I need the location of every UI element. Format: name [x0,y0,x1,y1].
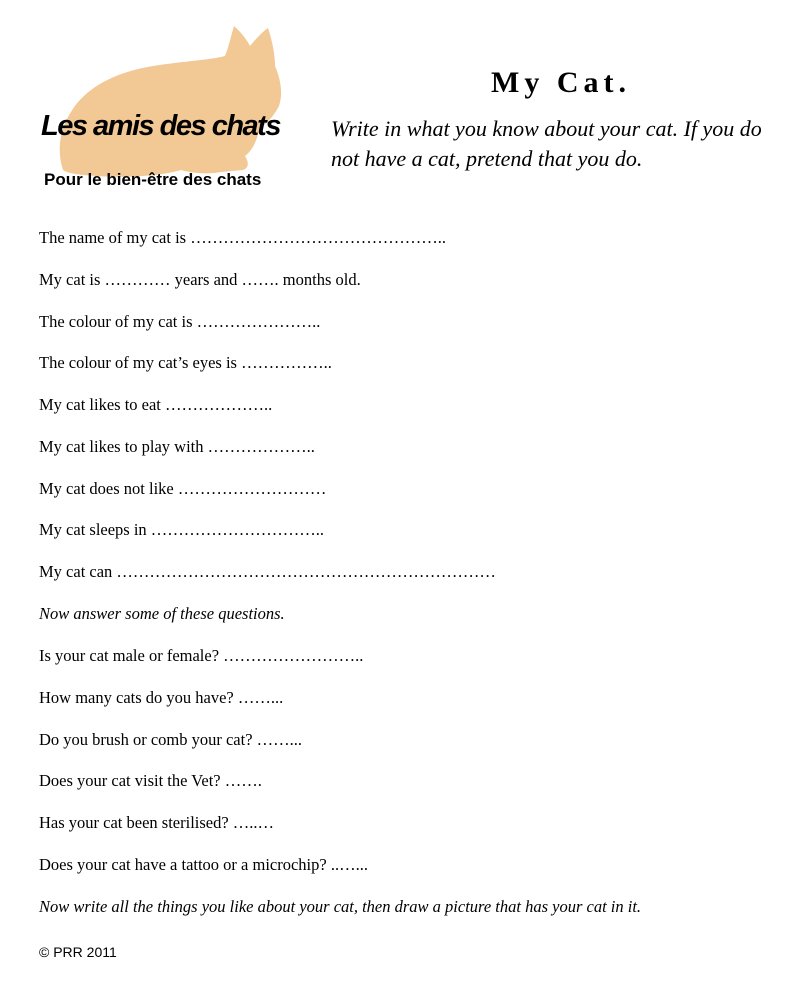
logo-tagline: Pour le bien-être des chats [44,170,262,189]
question-does-not-like: My cat does not like ……………………… [39,479,327,498]
question-cat-colour: The colour of my cat is ………………….. [39,312,321,331]
logo-title: Les amis des chats [41,110,280,142]
question-how-many-cats: How many cats do you have? ……... [39,688,284,707]
question-likes-to-eat: My cat likes to eat ……………….. [39,395,273,414]
question-sterilised: Has your cat been sterilised? …..… [39,813,275,832]
closing-instruction: Now write all the things you like about your cat, then draw a picture that has your cat in it. [39,897,642,916]
question-visit-vet: Does your cat visit the Vet? ……. [39,771,262,790]
question-sleeps-in: My cat sleeps in ………………………….. [39,520,325,539]
question-eye-colour: The colour of my cat’s eyes is …………….. [39,353,332,372]
intro-text: Write in what you know about your cat. If you do not have a cat, pretend that you do. [331,116,762,171]
question-likes-to-play: My cat likes to play with ……………….. [39,437,315,456]
section-note: Now answer some of these questions. [39,604,285,623]
question-cat-can: My cat can …………………………………………………………… [39,562,496,581]
logo [35,20,325,198]
question-tattoo-microchip: Does your cat have a tattoo or a microchip? ..…... [39,855,368,874]
copyright: © PRR 2011 [39,944,117,960]
question-cat-age: My cat is ………… years and ……. months old. [39,270,361,289]
question-brush-comb: Do you brush or comb your cat? ……... [39,730,303,749]
page-title: My Cat. [491,66,631,99]
question-male-female: Is your cat male or female? …………………….. [39,646,364,665]
question-cat-name: The name of my cat is ……………………………………….. [39,228,446,247]
